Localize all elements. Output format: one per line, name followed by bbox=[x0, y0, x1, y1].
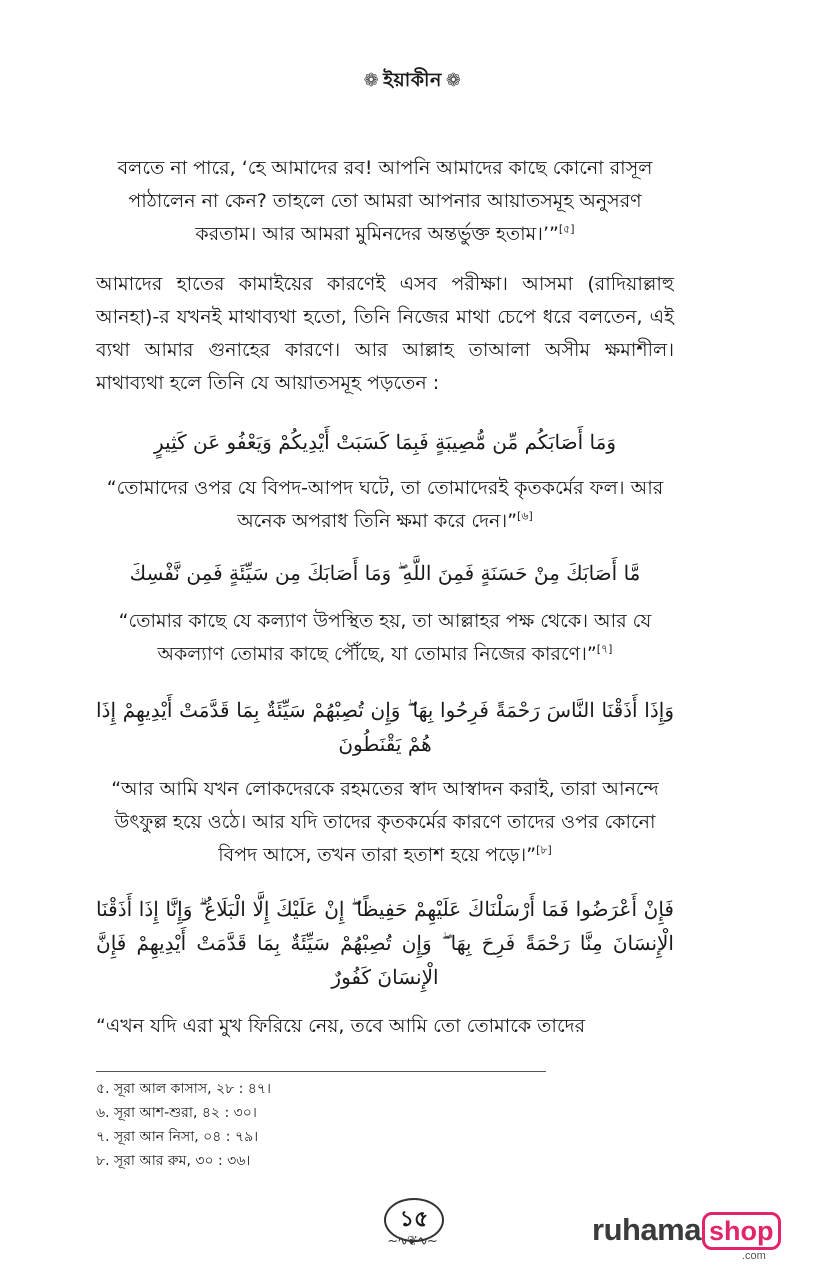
brand-name-part-2: shop bbox=[702, 1212, 781, 1250]
translation-4: “এখন যদি এরা মুখ ফিরিয়ে নেয়, তবে আমি তো তোমাকে তাদের bbox=[96, 1015, 586, 1037]
flower-ornament-icon: ❁ bbox=[445, 70, 462, 91]
footnote-ref-8: [৮] bbox=[536, 843, 552, 857]
header-title: ইয়াকীন bbox=[383, 69, 442, 91]
footnote-5: ৫. সূরা আল কাসাস, ২৮ : ৪৭। bbox=[96, 1081, 271, 1097]
footnote-6: ৬. সূরা আশ-শুরা, ৪২ : ৩০। bbox=[96, 1105, 257, 1121]
translation-2 bbox=[96, 605, 674, 671]
flourish-ornament-icon: ~∿❦∿~ bbox=[387, 1234, 437, 1249]
footnotes bbox=[96, 1077, 271, 1173]
paragraph-1: আমাদের হাতের কামাইয়ের কারণেই এসব পরীক্ষা। আসমা (রাদিয়াল্লাহু আনহা)-র যখনই মাথাব্যথা হতো, তিনি নিজের মাথা চেপে ধরে বলতেন, এই ব্যথা আমার গুনাহের কারণে। আর আল্লাহ তাআলা অসীম ক্ষমাশীল। মাথাব্যথা হলে তিনি যে আয়াতসমূহ পড়তেন : bbox=[96, 273, 674, 394]
brand-name-part-1: ruhama bbox=[592, 1212, 701, 1247]
brand-logo bbox=[592, 1212, 782, 1262]
translation-1-text: “তোমাদের ওপর যে বিপদ-আপদ ঘটে, তা তোমাদেরই কৃতকর্মের ফল। আর অনেক অপরাধ তিনি ক্ষমা করে দেন।” bbox=[106, 477, 664, 532]
footnote-ref-5: [৫] bbox=[558, 222, 575, 236]
running-header bbox=[0, 66, 825, 98]
footnote-ref-6: [৬] bbox=[517, 509, 533, 523]
arabic-verse-1: وَمَا أَصَابَكُم مِّن مُّصِيبَةٍ فَبِمَا كَسَبَتْ أَيْدِيكُمْ وَيَعْفُو عَن كَثِيرٍ bbox=[154, 430, 616, 454]
translation-3 bbox=[96, 773, 674, 872]
page-number: ১৫ bbox=[384, 1198, 444, 1242]
footnote-divider bbox=[96, 1071, 546, 1072]
arabic-verse-3: وَإِذَا أَذَقْنَا النَّاسَ رَحْمَةً فَرِحُوا بِهَا ۖ وَإِن تُصِبْهُمْ سَيِّئَةٌ بِمَا قَدَّمَتْ أَيْدِيهِمْ إِذَا هُمْ يَقْنَطُونَ bbox=[96, 698, 674, 756]
translation-2-text: “তোমার কাছে যে কল্যাণ উপস্থিত হয়, তা আল্লাহর পক্ষ থেকে। আর যে অকল্যাণ তোমার কাছে পৌঁছে, যা তোমার নিজের কারণে।” bbox=[118, 610, 652, 665]
quote-1-text: বলতে না পারে, ‘হে আমাদের রব! আপনি আমাদের কাছে কোনো রাসূল পাঠালেন না কেন? তাহলে তো আমরা আপনার আয়াতসমূহ অনুসরণ করতাম। আর আমরা মুমিনদের অন্তর্ভুক্ত হতাম।’” bbox=[117, 157, 653, 245]
translation-1 bbox=[96, 472, 674, 538]
brand-domain: .com bbox=[742, 1250, 766, 1262]
arabic-verse-4: فَإِنْ أَعْرَضُوا فَمَا أَرْسَلْنَاكَ عَلَيْهِمْ حَفِيظًا ۖ إِنْ عَلَيْكَ إِلَّا الْبَلَاغُ ۗ وَإِنَّا إِذَا أَذَقْنَا الْإِنسَانَ مِنَّا رَحْمَةً فَرِحَ بِهَا ۖ وَإِن تُصِبْهُمْ سَيِّئَةٌ بِمَا قَدَّمَتْ أَيْدِيهِمْ فَإِنَّ الْإِنسَانَ كَفُورٌ bbox=[96, 897, 674, 989]
footnote-7: ৭. সূরা আন নিসা, ০৪ : ৭৯। bbox=[96, 1129, 259, 1145]
footnote-ref-7: [৭] bbox=[596, 642, 613, 656]
quote-1 bbox=[96, 152, 674, 251]
translation-3-text: “আর আমি যখন লোকদেরকে রহমতের স্বাদ আস্বাদন করাই, তারা আনন্দে উৎফুল্ল হয়ে ওঠে। আর যদি তাদের কৃতকর্মের কারণে তাদের ওপর কোনো বিপদ আসে, তখন তারা হতাশ হয়ে পড়ে।” bbox=[111, 778, 659, 866]
footnote-8: ৮. সূরা আর রুম, ৩০ : ৩৬। bbox=[96, 1153, 251, 1169]
arabic-verse-2: مَّا أَصَابَكَ مِنْ حَسَنَةٍ فَمِنَ اللَّهِ ۖ وَمَا أَصَابَكَ مِن سَيِّئَةٍ فَمِن نَّفْسِكَ bbox=[129, 561, 641, 585]
flower-ornament-icon: ❁ bbox=[363, 70, 380, 91]
page-number-badge bbox=[372, 1192, 452, 1248]
